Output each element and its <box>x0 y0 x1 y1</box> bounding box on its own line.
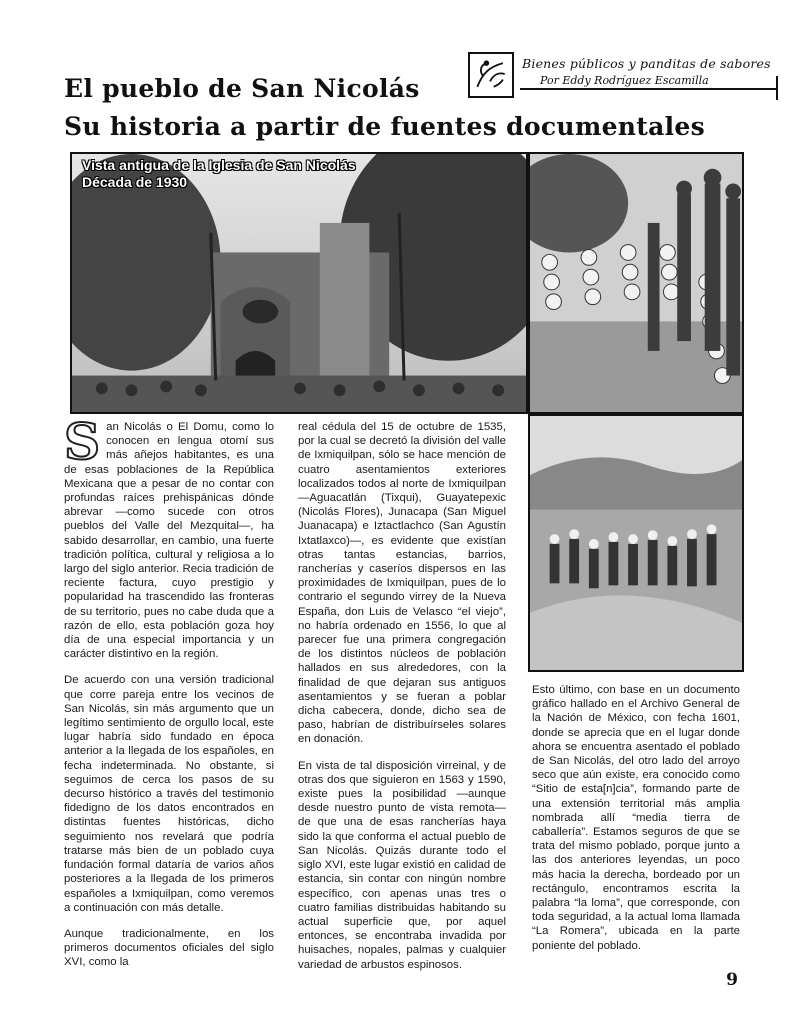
crowd-photo <box>528 414 744 672</box>
photo-caption-line1: Vista antigua de la Iglesia de San Nicolás <box>82 157 356 173</box>
paragraph-2: De acuerdo con una versión tradicional que corre pareja entre los vecinos de San Nicolás, sin más argumento que un legítimo sentimiento de orgullo local, este lugar habría sido fundado en época anterior a la llegada de los españoles, en fecha indeterminada. No obstante, si seguimos de cerca los pasos de su decurso histórico a través del testimonio fidedigno de los datos encontrados en distintas fuentes históricas, dicho seguimiento nos revelará que podría tratarse más bien de un poblado cuya fundación formal dataría de varios años posteriores a la llegada de los primeros españoles a Ixmiquilpan, como veremos a continuación con más detalle. <box>64 674 274 914</box>
church-photo <box>70 152 528 414</box>
section-rule <box>520 88 778 90</box>
drop-cap: S <box>64 412 101 471</box>
photo-caption <box>82 157 356 191</box>
procession-photo <box>528 152 744 414</box>
headline-title: El pueblo de San Nicolás <box>64 74 420 103</box>
page-number: 9 <box>726 970 738 990</box>
paragraph-6: Esto último, con base en un documento gráfico hallado en el Archivo General de la Nación de México, con fecha 1601, donde se aprecia que en el lugar donde ahora se encuentra asentado el poblado de San Nicolás, del otro lado del arroyo seco que aún existe, era conocido como “Sitio de esta[n]cia”, formando parte de una extensión territorial más amplia nombrada allí “media tierra de caballería”. Estamos seguros de que se trata del mismo poblado, porque junto a las dos anteriores leyendas, un poco más hacia la derecha, bordeado por un rectángulo, encontramos escrita la palabra “la loma”, que corresponde, con toda seguridad, a la actual loma llamada “La Romera”, ubicada en la parte poniente del poblado. <box>532 684 740 952</box>
photo-caption-line2: Década de 1930 <box>82 174 188 190</box>
article-column-3 <box>532 683 740 965</box>
paragraph-3: Aunque tradicionalmente, en los primeros documentos oficiales del siglo XVI, como la <box>64 927 274 969</box>
paragraph-1-text: an Nicolás o El Domu, como lo conocen en lengua otomí sus más añejos habitantes, es una de esas poblaciones de la República Mexicana que a pesar de no contar con profundas raíces prehispánicas dónde abrevar —como sucede con otros pueblos del Valle del Mezquital—, ha sabido desarrollar, en cambio, una fuerte tradición política, cultural y religiosa a lo largo del siglo anterior. Recia tradición de reciente factura, cuyo prestigio y popularidad ha trascendido las fronteras de su territorio, pues no cabe duda que a razón de ello, esta población goza hoy día de una especial importancia y un carácter distintivo en la región. <box>64 421 274 661</box>
section-logo-icon <box>468 52 514 98</box>
paragraph-1 <box>64 412 274 661</box>
section-header <box>468 52 778 104</box>
section-rule-vertical <box>776 76 778 100</box>
section-title: Bienes públicos y panditas de sabores <box>522 56 771 71</box>
headline-subtitle: Su historia a partir de fuentes documentales <box>64 112 705 141</box>
paragraph-5: En vista de tal disposición virreinal, y de otras dos que siguieron en 1563 y 1590, existe pues la posibilidad —aunque desde nuestro punto de vista remota— de que una de esas rancherías haya sido la que conforma el actual pueblo de San Nicolás. Quizás durante todo el siglo XVI, este lugar existió en calidad de estancia, sin contar con ningún nombre específico, con apenas unas tres o cuatro familias distribuidas habitando su actual superficie que, por aquel entonces, se encontraba invadida por huisaches, nopales, palmas y cualquier variedad de arbustos espinosos. <box>298 759 506 971</box>
article-column-1 <box>64 412 274 982</box>
article-column-2 <box>298 420 506 984</box>
paragraph-4: real cédula del 15 de octubre de 1535, por la cual se decretó la división del valle de Ixmiquilpan, sólo se hace mención de cuatro asentamientos exteriores localizados todos al norte de Ixmiquilpan —Aguacatlán (Tixqui), Guayatepexic (Nicolás Flores), Junacapa (San Miguel Juanacapa) e Iztactlachco (San Agustín Ixtatlaxco)—, es evidente que existían otras tantas estancias, barrios, rancherías y caseríos dispersos en las proximidades de Ixmiquilpan, pues de lo contrario el segundo virrey de la Nueva España, don Luis de Velasco “el viejo”, no habría ordenado en 1556, lo que al parecer fue una primera congregación de los distintos núcleos de población hallados en sus alrededores, con la finalidad de que dejaran sus antiguos asentamientos y se fueran a poblar dicha cabecera, donde, dicho sea de paso, habrían de distribuírseles solares en donación. <box>298 421 506 746</box>
section-author: Por Eddy Rodríguez Escamilla <box>540 74 709 87</box>
